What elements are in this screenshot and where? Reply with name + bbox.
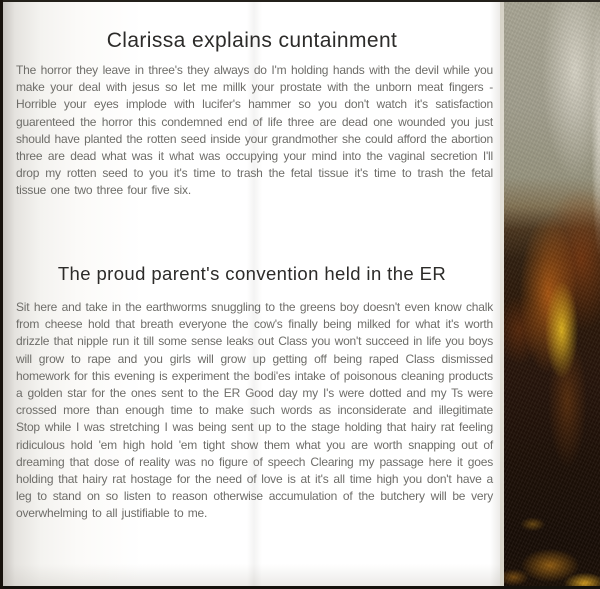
photo-grain-texture: [504, 0, 600, 589]
song-lyrics-clarissa: The horror they leave in three's they always do I'm holding hands with the devil while you make your deal with jesus so let me millk your prostate with the unborn meat fingers - Horrible your eyes implode with lucifer's hammer so you don't watch it's satisfaction guarenteed the horror this condemned end of life three are dead one wounded you just should have planted the rotten seed inside your grandmother she could afford the abortion three are dead what was it what was occupying your mind into the vaginal secretion I'll drop my rotten seed to you it's time to trash the fetal tissue it's time to trash the fetal tissue one two three four five six.: [16, 63, 493, 198]
field-photo-strip: [504, 0, 600, 589]
scan-edge-left: [0, 0, 3, 589]
booklet-page: [3, 2, 504, 586]
scan-edge-top: [0, 0, 600, 2]
song-title-clarissa: Clarissa explains cuntainment: [106, 29, 398, 52]
page-gutter: [500, 0, 504, 589]
song-title-proud-parents: The proud parent's convention held in the ER: [57, 263, 447, 284]
song-lyrics-proud-parents: Sit here and take in the earthworms snuggling to the greens boy doesn't even know chalk from cheese hold that breath everyone the cow's finally being milked for what it's worth drizzle that nipple run it till some sense leaks out Class you won't succeed in life you boys will grow to rape and you girls will grow up getting off being raped Class dismissed homework for this evening is experiment the bodi'es intake of poisonous cleaning products a golden star for the ones sent to the ER Good day my I's were dotted and my Ts were crossed more than enough time to make such words as inconsiderate and illegitimate Stop while I was stretching I was being sent up to the stage holding that hairy rat feeling ridiculous hold 'em high hold 'em tight show them what you are worth snapping out of dreaming that dose of reality was no figure of speech Clearing my passage here it goes holding that hairy rat hostage for the need of love is at it's all time high you don't have a leg to stand on so listen to reason otherwise accumulation of the butchery will be very overwhelming to all justifiable to me.: [16, 300, 493, 521]
